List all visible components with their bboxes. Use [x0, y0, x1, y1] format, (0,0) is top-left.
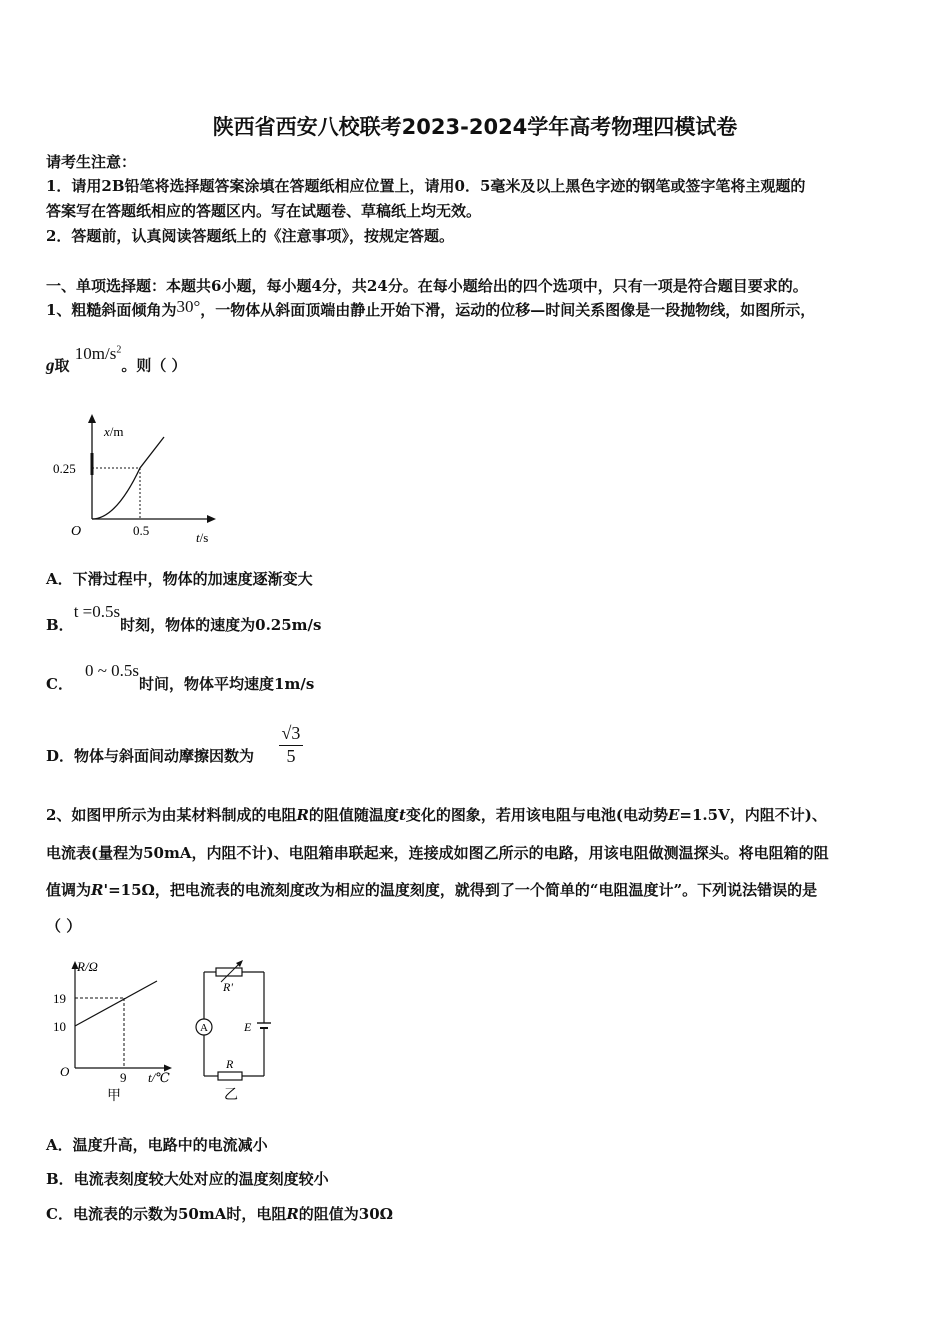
- ammeter-label: A: [200, 1022, 208, 1034]
- q2-R-var: R: [296, 806, 309, 824]
- q2-l1d: =1.5V，内阻不计)、: [679, 806, 827, 824]
- q2-option-c-a: C．电流表的示数为50mA时，电阻: [46, 1205, 287, 1223]
- q1-y-label: [103, 424, 124, 439]
- q2-l1a: 2、如图甲所示为由某材料制成的电阻: [46, 806, 297, 824]
- q1-option-d-fraction: [279, 723, 303, 767]
- notice-line-2: 答案写在答题纸相应的答题区内。写在试题卷、草稿纸上均无效。: [46, 202, 482, 220]
- q1-xt-graph: [40, 405, 230, 550]
- q1-option-c: [46, 661, 315, 694]
- q1-g-var: g: [46, 355, 55, 375]
- q2-l3a: 值调为: [46, 881, 92, 899]
- q2-stem-line-1: [46, 805, 827, 825]
- q1-stem-b: ，一物体从斜面顶端由静止开始下滑，运动的位移—时间关系图像是一段抛物线，如图所示，: [200, 301, 816, 319]
- q1-option-c-letter: C．: [46, 675, 73, 693]
- q2-x-tick: 9: [120, 1070, 127, 1085]
- q2-graph-caption: 甲: [107, 1089, 121, 1104]
- q2-l3b: =15Ω，把电流表的电流刻度改为相应的温度刻度，就得到了一个简单的“电阻温度计”。下列说法错误的是: [108, 881, 818, 899]
- q2-stem-line-3: [46, 880, 817, 900]
- q1-g-value: [75, 344, 122, 363]
- q1-option-d-numerator: √3: [279, 723, 303, 746]
- q2-option-c: [46, 1204, 393, 1224]
- q1-option-d: D．物体与斜面间动摩擦因数为: [46, 747, 255, 765]
- q2-t-var: t: [398, 806, 406, 824]
- q1-y-label-unit: /m: [109, 424, 124, 439]
- q1-g-value-text: 10m/s: [74, 343, 117, 363]
- q2-E-var: E: [667, 806, 680, 824]
- q2-rt-graph: [40, 950, 190, 1110]
- battery-label: E: [244, 1020, 252, 1034]
- q1-g-exp: 2: [116, 344, 122, 355]
- q2-r-line: [75, 981, 157, 1026]
- q1-option-b-letter: B．: [46, 616, 74, 634]
- resistance-box-label: R': [223, 980, 233, 994]
- q1-x-label: [196, 530, 208, 545]
- page-title: 陕西省西安八校联考2023-2024学年高考物理四模试卷: [212, 115, 738, 139]
- notice-line-1: 1．请用2B铅笔将选择题答案涂填在答题纸相应位置上，请用0．5毫米及以上黑色字迹的钢笔或签字笔将主观题的: [46, 177, 806, 195]
- q2-y-tick-lo: 10: [53, 1019, 66, 1034]
- q1-x-label-unit: /s: [199, 530, 209, 545]
- q1-y-tick-label: 0.25: [53, 461, 76, 476]
- q1-x-arrow: [207, 515, 216, 523]
- q1-option-b-math: t =0.5s: [73, 602, 121, 621]
- q2-option-c-R: R: [286, 1205, 299, 1223]
- q1-x-tick-label: 0.5: [133, 523, 150, 538]
- q1-stem-a: 1、粗糙斜面倾角为: [46, 301, 177, 319]
- q2-option-a: A．温度升高，电路中的电流减小: [46, 1136, 268, 1154]
- q2-stem-line-2: 电流表(量程为50mA，内阻不计)、电阻箱串联起来，连接成如图乙所示的电路，用该电阻做测温探头。将电阻箱的阻: [46, 844, 829, 862]
- q1-stem-line-1: [46, 297, 816, 320]
- q2-y-tick-hi: 19: [53, 991, 66, 1006]
- q2-circuit-caption: 乙: [224, 1088, 238, 1103]
- q1-angle: 30°: [176, 297, 201, 316]
- q1-x-label-var: t: [196, 530, 200, 545]
- q2-option-c-b: 的阻值为30Ω: [298, 1205, 394, 1223]
- q2-y-label: R/Ω: [77, 959, 98, 974]
- thermistor-symbol: [218, 1072, 242, 1080]
- q1-g-take: 取: [54, 356, 70, 375]
- q1-stem-line-2: [46, 343, 187, 376]
- q1-y-arrow: [88, 414, 96, 423]
- q1-option-c-text: 时间，物体平均速度1m/s: [139, 675, 315, 693]
- q1-option-b: [46, 602, 322, 635]
- q1-option-a: A．下滑过程中，物体的加速度逐渐变大: [46, 570, 313, 588]
- q2-stem-line-4: （ ）: [46, 917, 82, 935]
- thermistor-label: R: [226, 1057, 234, 1071]
- q1-parabola-curve: [92, 437, 164, 519]
- q2-x-label: t/℃: [148, 1070, 170, 1085]
- resistance-box-symbol: [216, 968, 242, 976]
- q2-l1b: 的阻值随温度: [308, 806, 399, 824]
- q2-option-b: B．电流表刻度较大处对应的温度刻度较小: [46, 1170, 329, 1188]
- q1-origin-label: O: [71, 524, 82, 539]
- q1-option-c-math: 0 ~ 0.5s: [84, 661, 140, 680]
- q1-y-label-var: x: [104, 424, 110, 439]
- notice-line-3: 2．答题前，认真阅读答题纸上的《注意事项》，按规定答题。: [46, 227, 454, 245]
- q2-l1c: 变化的图象，若用该电阻与电池(电动势: [405, 806, 668, 824]
- q1-g-tail: 。则（ ）: [121, 356, 187, 375]
- notice-heading: 请考生注意：: [46, 153, 137, 171]
- q2-circuit-diagram: [188, 955, 278, 1105]
- q1-option-b-text: 时刻，物体的速度为0.25m/s: [120, 616, 322, 634]
- section-heading: 一、单项选择题：本题共6小题，每小题4分，共24分。在每小题给出的四个选项中，只有一项是符合题目要求的。: [46, 277, 808, 295]
- q1-option-d-denominator: 5: [286, 746, 296, 766]
- q2-Rp-var: R': [91, 881, 109, 899]
- q2-origin-label: O: [60, 1064, 70, 1079]
